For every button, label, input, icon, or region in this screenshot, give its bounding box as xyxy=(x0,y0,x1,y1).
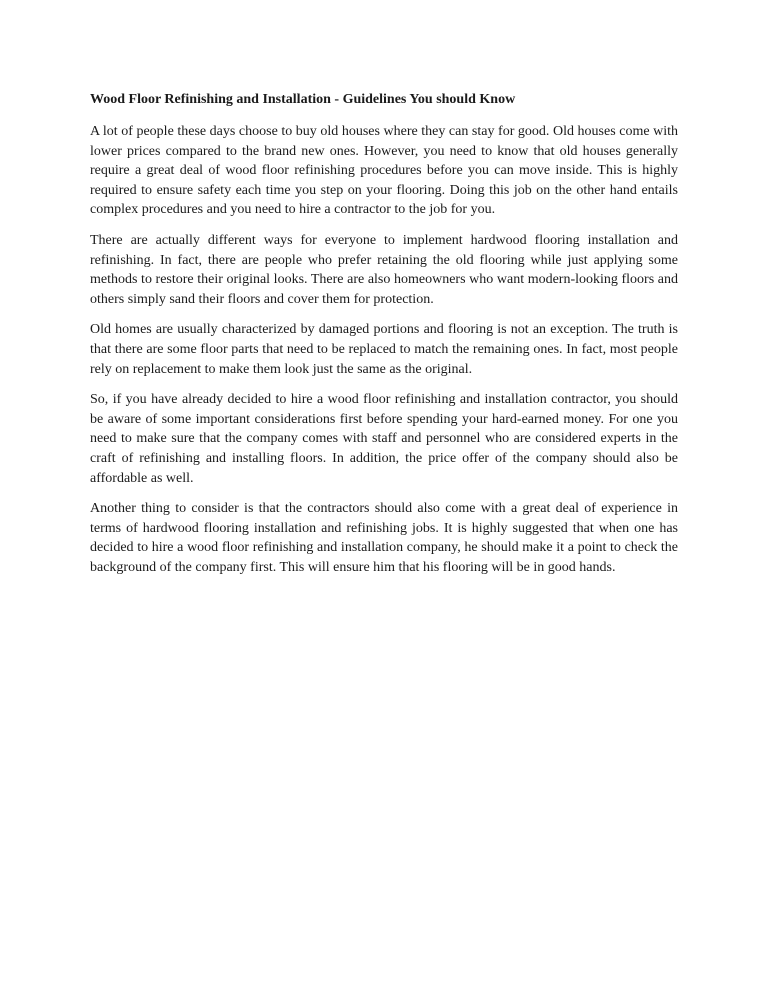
paragraph-2: There are actually different ways for everyone to implement hardwood flooring installation and refinishing. In fact, there are people who prefer retaining the old flooring while just applying some methods to restore their original looks. There are also homeowners who want modern-looking floors and others simply sand their floors and cover them for protection. xyxy=(90,232,678,307)
document-page xyxy=(90,90,678,588)
document-title: Wood Floor Refinishing and Installation - Guidelines You should Know xyxy=(90,92,516,107)
paragraph-5: Another thing to consider is that the contractors should also come with a great deal of experience in terms of hardwood flooring installation and refinishing jobs. It is highly suggested that when one has decided to hire a wood floor refinishing and installation company, he should make it a point to check the background of the company first. This will ensure him that his flooring will be in good hands. xyxy=(90,501,678,575)
paragraph-3: Old homes are usually characterized by damaged portions and flooring is not an exception. The truth is that there are some floor parts that need to be replaced to match the remaining ones. In fact, most people rely on replacement to make them look just the same as the original. xyxy=(90,322,678,377)
paragraph-1: A lot of people these days choose to buy old houses where they can stay for good. Old houses come with lower prices compared to the brand new ones. However, you need to know that old houses generally require a great deal of wood floor refinishing procedures before you can move inside. This is highly required to ensure safety each time you step on your flooring. Doing this job on the other hand entails complex procedures and you need to hire a contractor to the job for you. xyxy=(90,124,678,218)
paragraph-4: So, if you have already decided to hire a wood floor refinishing and installation contractor, you should be aware of some important considerations first before spending your hard-earned money. For one you need to make sure that the company comes with staff and personnel who are considered experts in the craft of refinishing and installing floors. In addition, the price offer of the company should also be affordable as well. xyxy=(90,392,678,486)
